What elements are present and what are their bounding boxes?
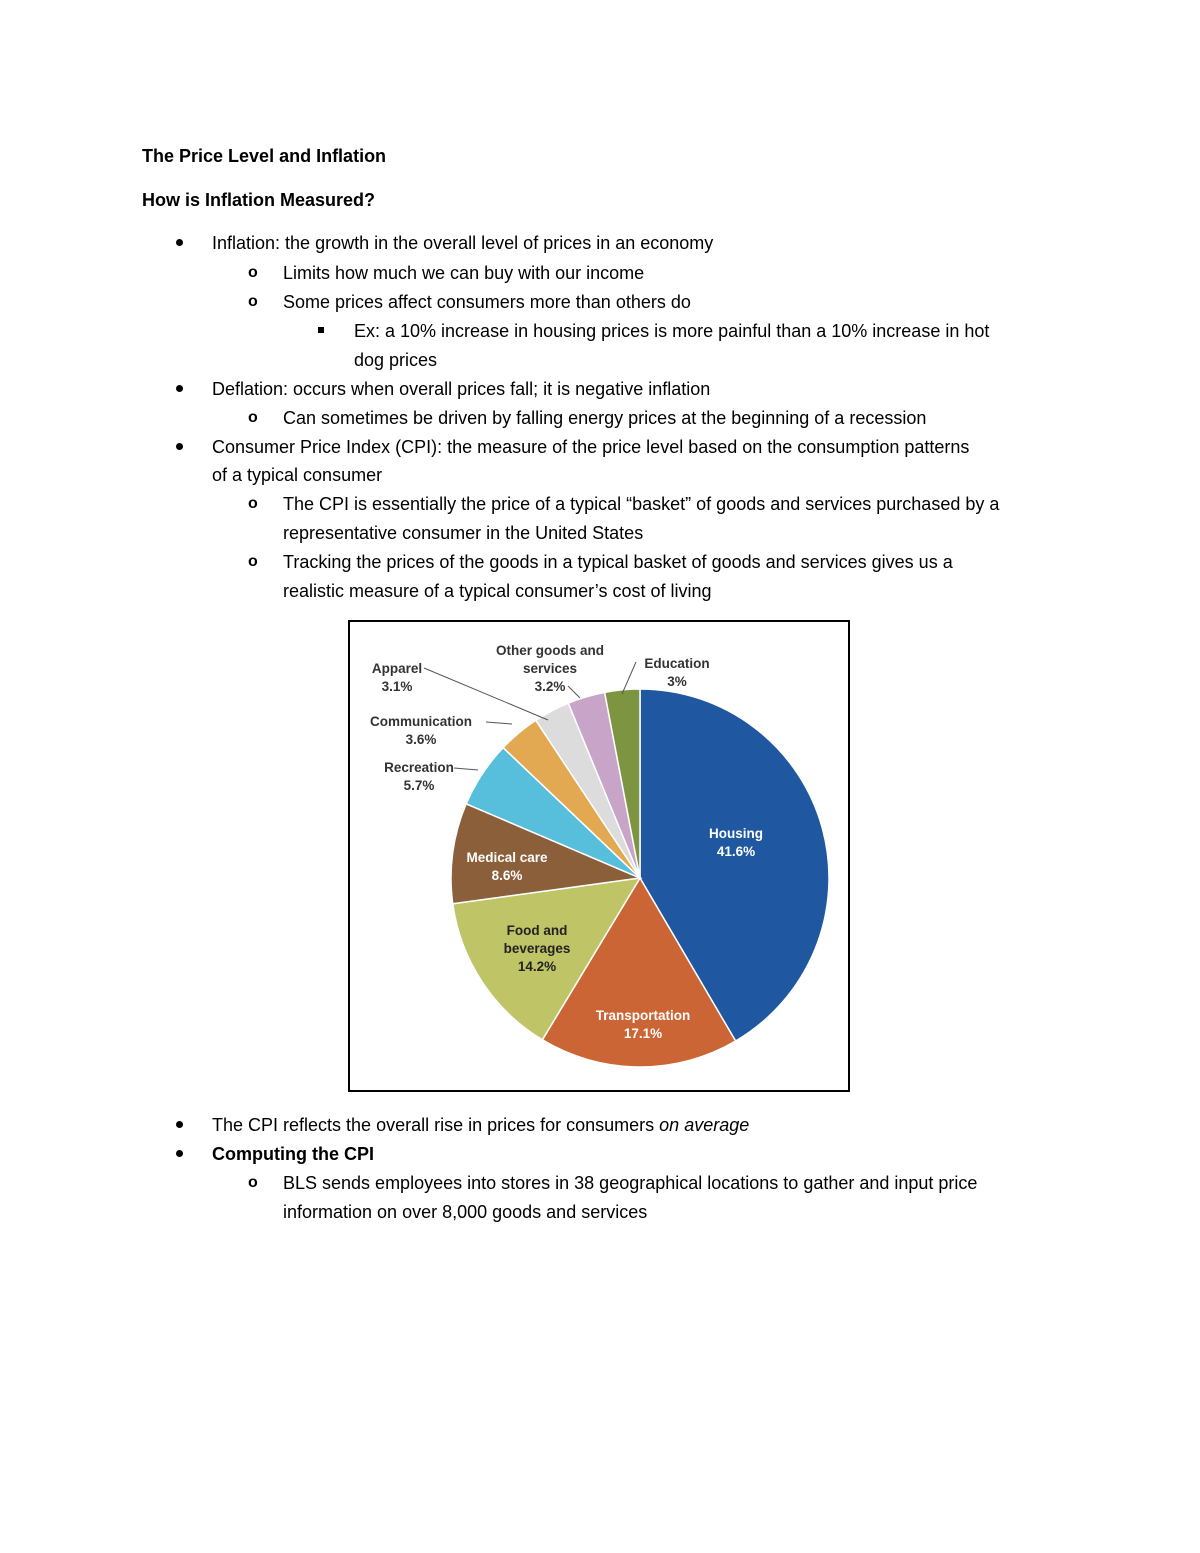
- slice-label-transportation: Transportation 17.1%: [595, 1008, 691, 1041]
- bullet-o: o: [248, 1174, 258, 1191]
- bullet-disc: [176, 1150, 183, 1157]
- pie-chart-svg: [350, 622, 848, 1090]
- inflation-item: Inflation: the growth in the overall level of prices in an economy: [212, 233, 714, 253]
- cpi-sub1-line2: representative consumer in the United States: [283, 523, 644, 543]
- page-title: The Price Level and Inflation: [142, 146, 387, 166]
- cpi-sub2-line2: realistic measure of a typical consumer’s cost of living: [283, 581, 712, 601]
- bullet-square: [318, 327, 324, 333]
- bullet-o: o: [248, 553, 258, 570]
- inflation-sub2: Some prices affect consumers more than others do: [283, 292, 691, 312]
- cpi-reflects-item: The CPI reflects the overall rise in prices for consumers on average: [212, 1115, 750, 1135]
- slice-label-communication: Communication 3.6%: [369, 714, 473, 747]
- leader-line-communication: [486, 722, 512, 724]
- deflation-item: Deflation: occurs when overall prices fall; it is negative inflation: [212, 379, 711, 399]
- bullet-o: o: [248, 293, 258, 310]
- bullet-o: o: [248, 409, 258, 426]
- bullet-disc: [176, 1121, 183, 1128]
- bullet-disc: [176, 443, 183, 450]
- section-heading: How is Inflation Measured?: [142, 190, 376, 210]
- bullet-o: o: [248, 495, 258, 512]
- bls-line2: information on over 8,000 goods and services: [283, 1202, 648, 1222]
- cpi-item-line2: of a typical consumer: [212, 465, 383, 485]
- cpi-sub1-line1: The CPI is essentially the price of a typical “basket” of goods and services purchased by a: [283, 494, 1000, 514]
- slice-label-food-and-beverages: Food and beverages 14.2%: [503, 923, 571, 974]
- slice-label-recreation: Recreation 5.7%: [384, 760, 454, 793]
- bullet-o: o: [248, 264, 258, 281]
- bls-line1: BLS sends employees into stores in 38 geographical locations to gather and input price: [283, 1173, 978, 1193]
- inflation-example-line2: dog prices: [354, 350, 438, 370]
- slice-label-housing: Housing 41.6%: [709, 826, 763, 859]
- bullet-disc: [176, 239, 183, 246]
- slice-label-apparel: Apparel 3.1%: [371, 661, 423, 694]
- slice-label-other-goods-and-services: Other goods and services 3.2%: [496, 643, 604, 694]
- leader-line-recreation: [454, 768, 478, 770]
- computing-cpi-item: Computing the CPI: [212, 1144, 374, 1164]
- slice-label-medical-care: Medical care 8.6%: [466, 850, 548, 883]
- leader-line-other-goods-and-services: [568, 686, 580, 698]
- inflation-sub1: Limits how much we can buy with our income: [283, 263, 645, 283]
- bullet-disc: [176, 385, 183, 392]
- cpi-pie-chart: [348, 620, 850, 1092]
- inflation-example-line1: Ex: a 10% increase in housing prices is more painful than a 10% increase in hot: [354, 321, 990, 341]
- slice-label-education: Education 3%: [644, 656, 710, 689]
- cpi-sub2-line1: Tracking the prices of the goods in a typical basket of goods and services gives us a: [283, 552, 953, 572]
- deflation-sub1: Can sometimes be driven by falling energy prices at the beginning of a recession: [283, 408, 927, 428]
- cpi-item-line1: Consumer Price Index (CPI): the measure of the price level based on the consumption patterns: [212, 437, 970, 457]
